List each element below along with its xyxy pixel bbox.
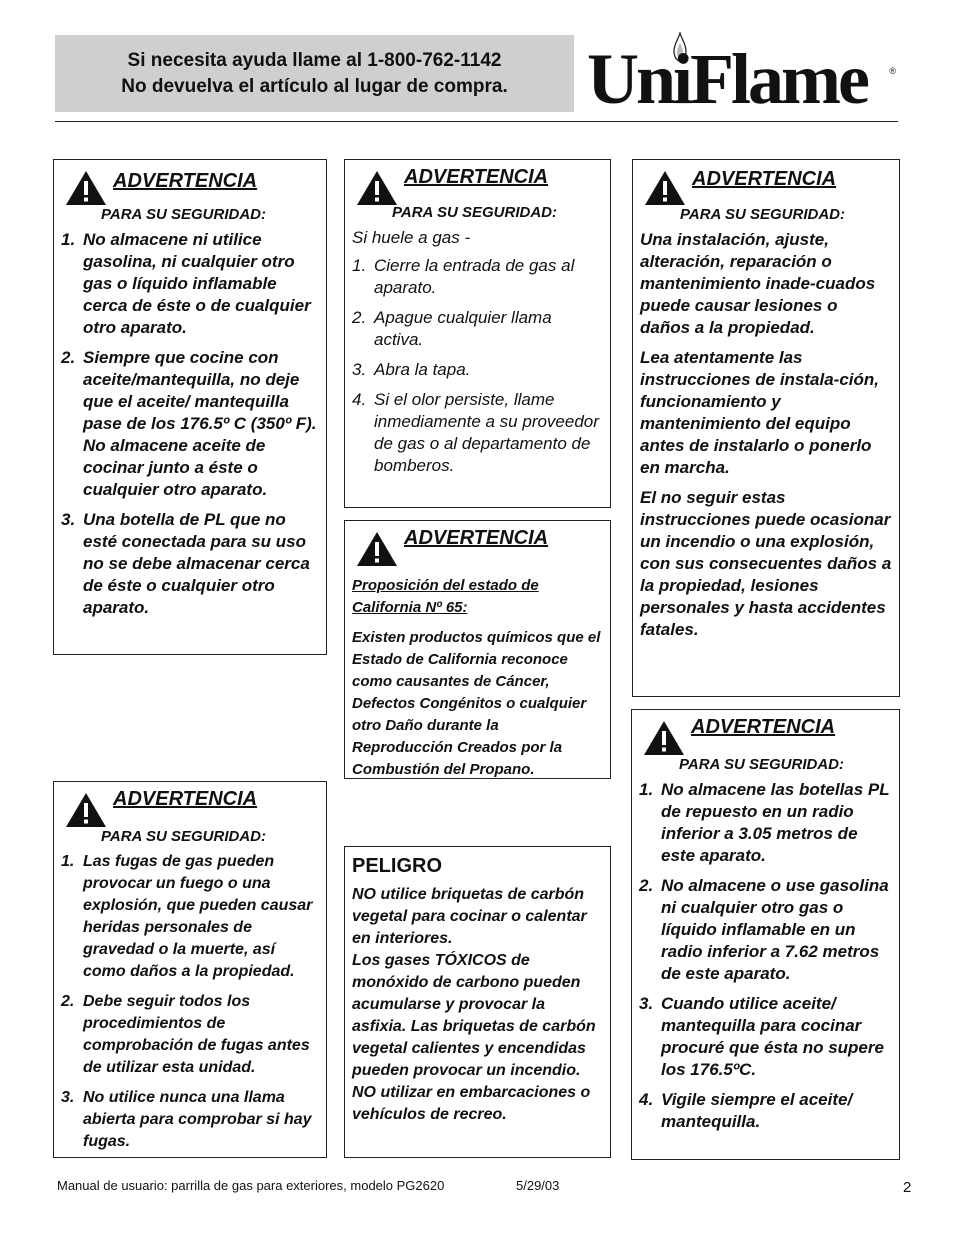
warning-title: ADVERTENCIA: [113, 170, 258, 192]
list-item: 3. Una botella de PL que no esté conectada para su uso no se debe almacenar cerca de éste o cualquier otro aparato.: [61, 510, 310, 617]
warning-header: [352, 521, 603, 565]
list-item: 4. Si el olor persiste, llame inmediamente a su proveedor de gas o al departamento de bomberos.: [352, 390, 599, 475]
list-item: 1. Las fugas de gas pueden provocar un fuego o una explosión, que pueden causar heridas personales de gravedad o la muerte, así como daños a la propiedad.: [61, 853, 313, 980]
list-item: 2. No almacene o use gasolina ni cualquier otro gas o líquido inflamable en un radio inferior a 7.62 metros de este aparato.: [639, 876, 889, 983]
installation-text: [640, 229, 892, 641]
list-item: 1. No almacene las botellas PL de repuesto en un radio inferior a 3.05 metros de este aparato.: [639, 780, 890, 865]
warning-header: [640, 160, 892, 204]
warning-triangle-icon: [643, 720, 685, 756]
warning-triangle-icon: [644, 170, 686, 206]
paragraph: El no seguir estas instrucciones puede ocasionar un incendio o una explosión, con sus consecuentes daños a la propiedad, lesiones personales y hasta accidentes fatales.: [640, 488, 892, 639]
page-number: 2: [903, 1179, 912, 1196]
danger-box-charcoal: [344, 846, 611, 1158]
list-item: 2. Debe seguir todos los procedimientos de comprobación de fugas antes de utilizar esta unidad.: [61, 993, 310, 1076]
warning-triangle-icon: [356, 531, 398, 567]
footer-manual-title: Manual de usuario: parrilla de gas para exteriores, modelo PG2620: [57, 1178, 445, 1193]
warning-title: ADVERTENCIA: [404, 527, 549, 549]
warning-header: [352, 160, 603, 200]
list-item: 3. No utilice nunca una llama abierta para comprobar si hay fugas.: [61, 1089, 312, 1150]
safety-subtitle: PARA SU SEGURIDAD:: [392, 204, 558, 221]
list-item: 3. Abra la tapa.: [352, 360, 471, 379]
warning-list: [639, 779, 892, 1133]
list-item: 3. Cuando utilice aceite/ mantequilla para cocinar procuré que ésta no supere los 176.5ºC.: [639, 994, 884, 1079]
warning-triangle-icon: [65, 792, 107, 828]
safety-subtitle: PARA SU SEGURIDAD:: [101, 206, 267, 223]
warning-list: [352, 255, 603, 477]
danger-body-1: NO utilice briquetas de carbón vegetal para cocinar o calentar en interiores.: [352, 886, 587, 947]
gas-smell-intro: Si huele a gas -: [352, 228, 471, 247]
list-item: 1. Cierre la entrada de gas al aparato.: [352, 256, 575, 297]
prop65-body: Existen productos químicos que el Estado de California reconoce como causantes de Cáncer, Defectos Congénitos o cualquier otro Daño durante la Reproducción Creados por la Combustión del Propano.: [352, 629, 601, 778]
help-phone-line: Si necesita ayuda llame al 1-800-762-1142: [127, 49, 502, 71]
safety-subtitle: PARA SU SEGURIDAD:: [680, 206, 846, 223]
warning-title: ADVERTENCIA: [113, 788, 258, 810]
safety-subtitle: PARA SU SEGURIDAD:: [679, 756, 845, 773]
warning-triangle-icon: [356, 170, 398, 206]
warning-box-gas-smell: [344, 159, 611, 508]
no-return-line: No devuelva el artículo al lugar de compra.: [121, 75, 508, 97]
registered-mark: ®: [889, 66, 896, 76]
footer-date: 5/29/03: [516, 1178, 560, 1193]
list-item: 1. No almacene ni utilice gasolina, ni cualquier otro gas o líquido inflamable cerca de éste o de cualquier otro aparato.: [61, 230, 311, 337]
warning-list: [61, 229, 319, 619]
warning-header: [61, 782, 319, 826]
help-banner: [55, 35, 574, 112]
header-divider: [55, 121, 898, 122]
warning-box-gas-leaks: [53, 781, 327, 1158]
warning-box-pl-bottles: [631, 709, 900, 1160]
warning-title: ADVERTENCIA: [404, 166, 549, 188]
danger-body-2: Los gases TÓXICOS de monóxido de carbono pueden acumularse y provocar la asfixia. Las briquetas de carbón vegetal calientes y encendidas pueden provocar un incendio. NO utilizar en embarcaciones o vehículos de recreo.: [352, 952, 596, 1123]
warning-title: ADVERTENCIA: [692, 168, 837, 190]
prop65-heading: Proposición del estado de California Nº 65:: [352, 577, 539, 616]
uniflame-logo: [585, 32, 900, 117]
warning-title: ADVERTENCIA: [691, 716, 836, 738]
warning-box-prop65: [344, 520, 611, 779]
list-item: 2. Siempre que cocine con aceite/mantequilla, no deje que el aceite/ mantequilla pase de los 176.5º C (350º F). No almacene aceite de cocinar junto a éste o cualquier otro aparato.: [61, 348, 317, 499]
logo-wordmark: UniFlame: [587, 39, 867, 119]
warning-box-storage: [53, 159, 327, 655]
list-item: 4. Vigile siempre el aceite/ mantequilla.: [639, 1090, 853, 1131]
list-item: 2. Apague cualquier llama activa.: [352, 308, 552, 349]
warning-list: [61, 851, 319, 1153]
paragraph: Lea atentamente las instrucciones de instala-ción, funcionamiento y mantenimiento del equipo antes de instalarlo o ponerlo en marcha.: [640, 348, 880, 477]
safety-subtitle: PARA SU SEGURIDAD:: [101, 828, 267, 845]
warning-triangle-icon: [65, 170, 107, 206]
danger-title: PELIGRO: [352, 855, 443, 877]
warning-header: [61, 160, 319, 204]
paragraph: Una instalación, ajuste, alteración, reparación o mantenimiento inade-cuados puede causar lesiones o daños a la propiedad.: [640, 230, 876, 337]
warning-header: [639, 710, 892, 754]
warning-box-installation: [632, 159, 900, 697]
